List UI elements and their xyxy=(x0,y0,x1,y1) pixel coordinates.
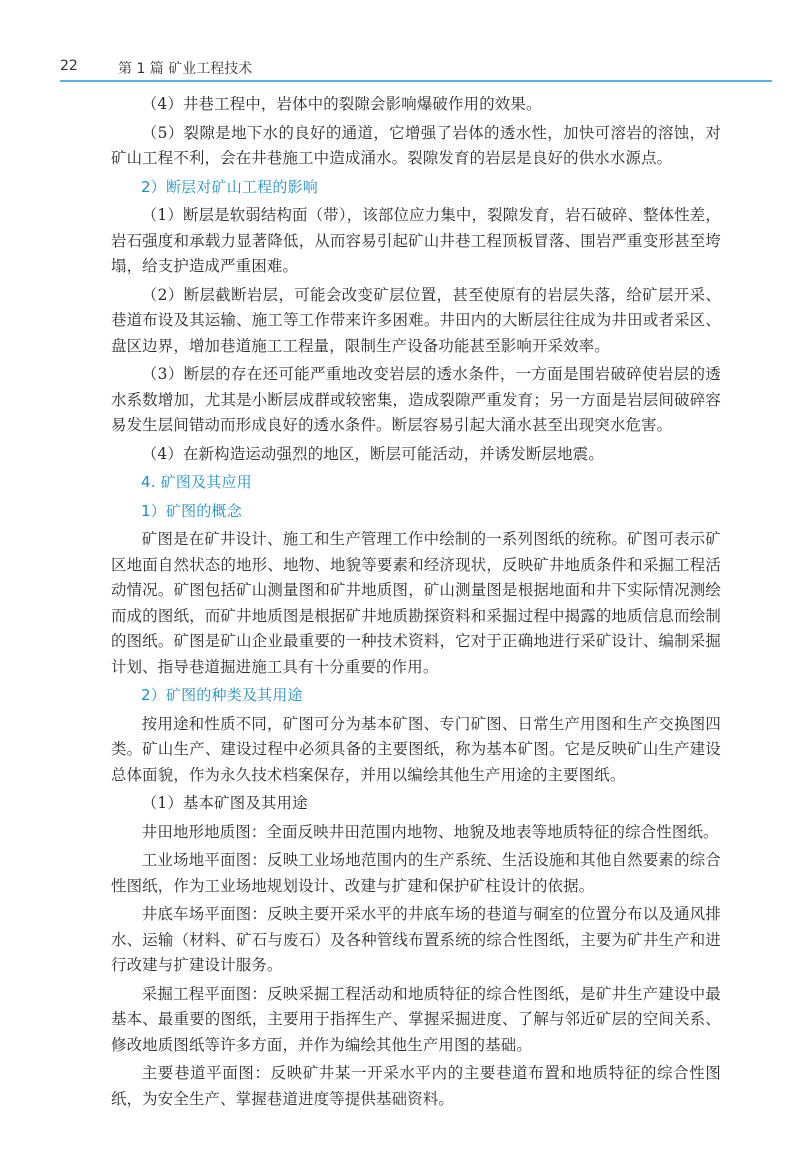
paragraph: （5）裂隙是地下水的良好的通道，它增强了岩体的透水性，加快可溶岩的溶蚀，对矿山工程不利，会在井巷施工中造成涌水。裂隙发育的岩层是良好的供水水源点。 xyxy=(111,123,721,167)
section-heading-fault-impact: 2）断层对矿山工程的影响 xyxy=(141,177,318,196)
paragraph: 井田地形地质图：全面反映井田范围内地物、地貌及地表等地质特征的综合性图纸。 xyxy=(141,822,719,841)
section-heading-mine-maps: 4. 矿图及其应用 xyxy=(141,473,252,491)
paragraph: 按用途和性质不同，矿图可分为基本矿图、专门矿图、日常生产用图和生产交换图四类。矿山生产、建设过程中必须具备的主要图纸，称为基本矿图。它是反映矿山生产建设总体面貌，作为永久技术档案保存，并用以编绘其他生产用途的主要图纸。 xyxy=(111,714,721,784)
page-number: 22 xyxy=(60,58,78,74)
paragraph: 主要巷道平面图：反映矿井某一开采水平内的主要巷道布置和地质特征的综合性图纸，为安全生产、掌握巷道进度等提供基础资料。 xyxy=(111,1064,721,1108)
paragraph: 采掘工程平面图：反映采掘工程活动和地质特征的综合性图纸，是矿井生产建设中最基本、最重要的图纸，主要用于指挥生产、掌握采掘进度、了解与邻近矿层的空间关系、修改地质图纸等许多方面，并作为编绘其他生产用图的基础。 xyxy=(111,984,721,1054)
paragraph: （4）井巷工程中，岩体中的裂隙会影响爆破作用的效果。 xyxy=(141,95,542,113)
header-rule xyxy=(60,80,772,82)
page-body xyxy=(111,92,721,1115)
paragraph: 井底车场平面图：反映主要开采水平的井底车场的巷道与硐室的位置分布以及通风排水、运输（材料、矿石与废石）及各种管线布置系统的综合性图纸，主要为矿井生产和进行改建与扩建设计服务。 xyxy=(111,905,721,974)
section-heading-map-types: 2）矿图的种类及其用途 xyxy=(141,686,303,704)
paragraph: （3）断层的存在还可能严重地改变岩层的透水条件，一方面是围岩破碎使岩层的透水系数增加，尤其是小断层成群或较密集，造成裂隙严重发育；另一方面是岩层间破碎容易发生层间错动而形成良好的透水条件。断层容易引起大涌水甚至出现突水危害。 xyxy=(111,365,721,434)
chapter-title: 第 1 篇 矿业工程技术 xyxy=(118,61,253,77)
paragraph: 工业场地平面图：反映工业场地范围内的生产系统、生活设施和其他自然要素的综合性图纸，作为工业场地规划设计、改建与扩建和保护矿柱设计的依据。 xyxy=(111,851,721,895)
paragraph: （4）在新构造运动强烈的地区，断层可能活动，并诱发断层地震。 xyxy=(141,444,604,463)
section-heading-map-concept: 1）矿图的概念 xyxy=(141,501,242,520)
paragraph: 矿图是在矿井设计、施工和生产管理工作中绘制的一系列图纸的统称。矿图可表示矿区地面自然状态的地形、地物、地貌等要素和经济现状，反映矿井地质条件和采掘工程活动情况。矿图包括矿山测量图和矿井地质图，矿山测量图是根据地面和井下实际情况测绘而成的图纸，而矿井地质图是根据矿井地质勘探资料和采掘过程中揭露的地质信息而绘制的图纸。矿图是矿山企业最重要的一种技术资料，它对于正确地进行采矿设计、编制采掘计划、指导巷道掘进施工具有十分重要的作用。 xyxy=(111,530,721,676)
paragraph: （1）断层是软弱结构面（带），该部位应力集中，裂隙发育，岩石破碎、整体性差，岩石强度和承载力显著降低，从而容易引起矿山井巷工程顶板冒落、围岩严重变形甚至垮塌，给支护造成严重困难。 xyxy=(111,206,721,275)
paragraph: （1）基本矿图及其用途 xyxy=(141,794,308,812)
paragraph: （2）断层截断岩层，可能会改变矿层位置，甚至使原有的岩层失落，给矿层开采、巷道布设及其运输、施工等工作带来许多困难。井田内的大断层往往成为井田或者采区、盘区边界，增加巷道施工工程量，限制生产设备功能甚至影响开采效率。 xyxy=(111,285,721,355)
